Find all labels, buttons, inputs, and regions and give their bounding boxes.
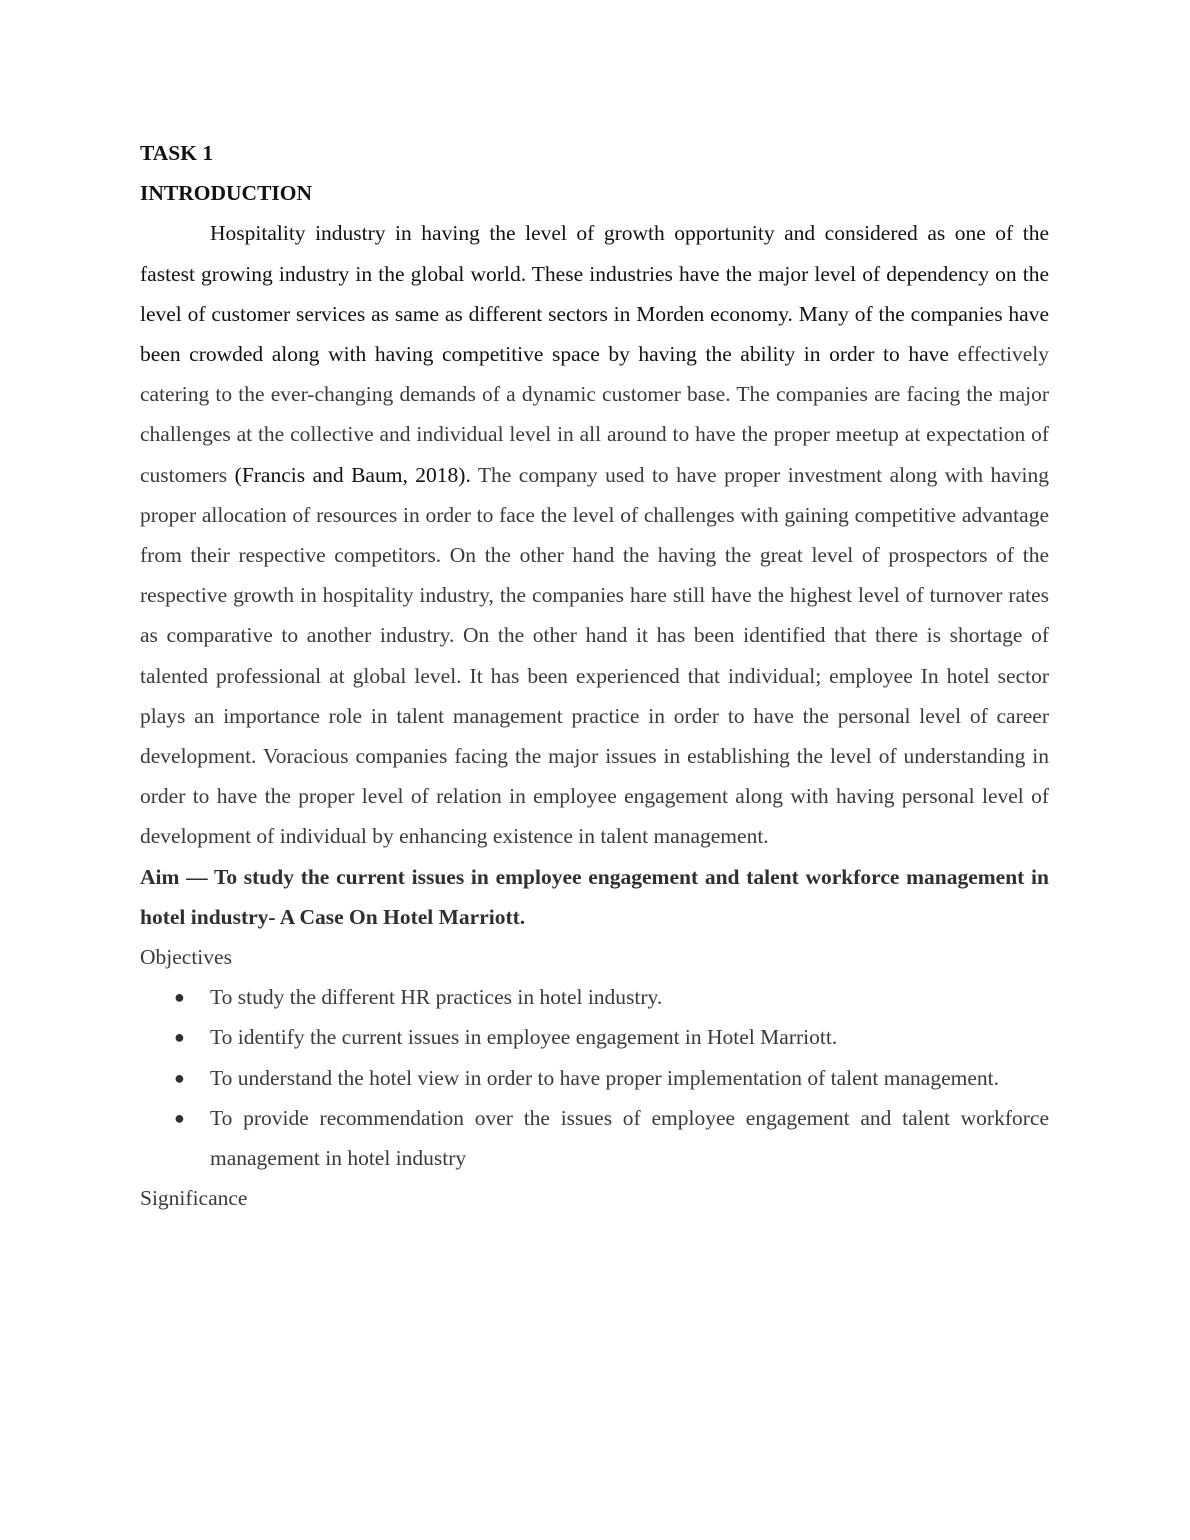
introduction-heading: INTRODUCTION bbox=[140, 181, 313, 206]
objectives-list bbox=[140, 977, 1049, 1178]
objectives-heading: Objectives bbox=[140, 945, 232, 970]
objective-item bbox=[140, 1017, 1049, 1057]
aim-statement: Aim — To study the current issues in employee engagement and talent workforce management in hotel industry- A Case On Hotel Marriott. bbox=[140, 864, 1049, 929]
objective-item bbox=[140, 1058, 1049, 1098]
intro-text-part-1: Hospitality industry in having the level of growth opportunity and considered as one of the fastest growing industry in the global world. These industries have the major level of dependency on the level of customer services as same as different sectors in Morden economy. Many of the companies have been crowded along with having competitive space by having the ability in order to have bbox=[140, 221, 1049, 367]
intro-text-part-2: effectively catering to the ever-changing demands of a dynamic customer base. The companies are facing the major challenges at the collective and individual level in all around to have the proper meetup at expectation of customers bbox=[140, 342, 1049, 487]
bullet-icon: ● bbox=[174, 1107, 185, 1128]
significance-heading: Significance bbox=[140, 1186, 248, 1211]
objective-text: To study the different HR practices in hotel industry. bbox=[210, 985, 663, 1010]
objective-text: To provide recommendation over the issues of employee engagement and talent workforce management in hotel industry bbox=[210, 1105, 1049, 1171]
objective-text: To identify the current issues in employee engagement in Hotel Marriott. bbox=[210, 1025, 838, 1050]
bullet-icon: ● bbox=[174, 987, 185, 1008]
bullet-icon: ● bbox=[174, 1027, 185, 1048]
task-heading: TASK 1 bbox=[140, 141, 214, 165]
introduction-paragraph bbox=[140, 213, 1049, 856]
objective-text: To understand the hotel view in order to have proper implementation of talent management. bbox=[210, 1065, 999, 1090]
intro-text-part-3: The company used to have proper investment along with having proper allocation of resources in order to face the level of challenges with gaining competitive advantage from their respective competitors. On the other hand the having the great level of prospectors of the respective growth in hospitality industry, the companies hare still have the highest level of turnover rates as comparative to another industry. On the other hand it has been identified that there is shortage of talented professional at global level. It has been experienced that individual; employee In hotel sector plays an importance role in talent management practice in order to have the personal level of career development. Voracious companies facing the major issues in establishing the level of understanding in order to have the proper level of relation in employee engagement along with having personal level of development of individual by enhancing existence in talent management. bbox=[140, 462, 1050, 849]
intro-citation: (Francis and Baum, 2018). bbox=[234, 462, 471, 487]
document-body bbox=[140, 133, 1049, 1218]
objective-item bbox=[140, 977, 1049, 1017]
bullet-icon: ● bbox=[174, 1067, 185, 1088]
objective-item bbox=[140, 1098, 1049, 1178]
